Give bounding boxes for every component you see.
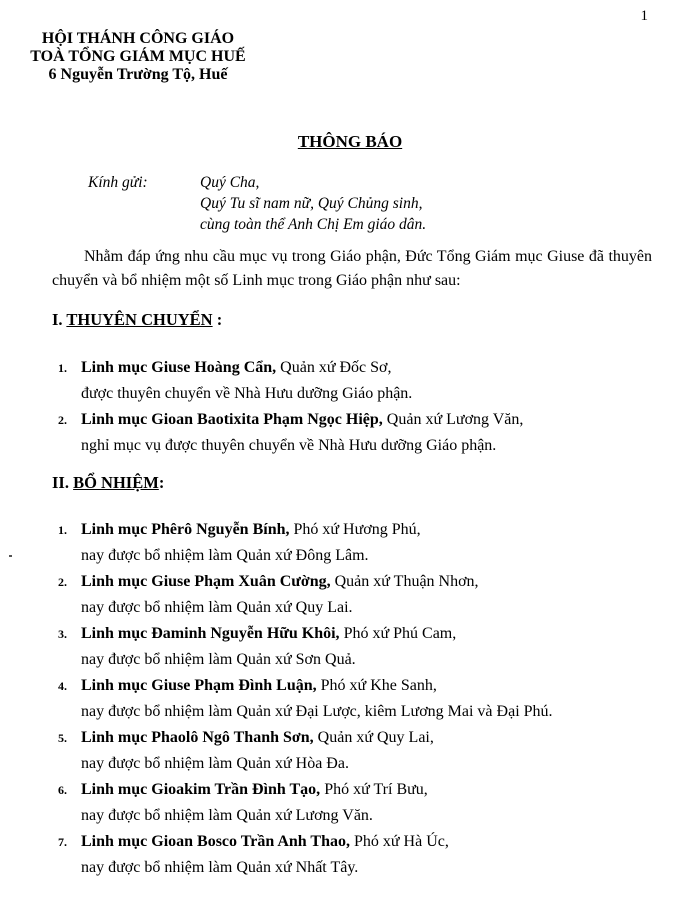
list-item: [58, 829, 449, 881]
section-title: THUYÊN CHUYỂN: [66, 310, 213, 329]
priest-role: Quản xứ Đốc Sơ,: [276, 359, 392, 376]
priest-name: Linh mục Phaolô Ngô Thanh Sơn,: [81, 729, 314, 746]
entry-detail: nay được bổ nhiệm làm Quản xứ Hòa Đa.: [81, 755, 349, 772]
section-number: II.: [52, 473, 74, 492]
priest-role: Quản xứ Quy Lai,: [313, 729, 434, 746]
recipient-line: Quý Cha,: [200, 174, 260, 191]
entry-number: 3.: [58, 627, 67, 641]
section-suffix: :: [158, 473, 165, 492]
priest-role: Phó xứ Phú Cam,: [339, 625, 457, 642]
entry-first-line: [58, 355, 412, 381]
priest-role: Phó xứ Hà Úc,: [349, 833, 449, 850]
entry-number: 2.: [58, 575, 67, 589]
entry-number: 4.: [58, 679, 67, 693]
priest-role: Phó xứ Hương Phú,: [289, 521, 421, 538]
entry-detail: nay được bổ nhiệm làm Quản xứ Lương Văn.: [81, 807, 373, 824]
priest-role: Phó xứ Trí Bưu,: [320, 781, 428, 798]
priest-name: Linh mục Giuse Hoàng Cẩn,: [81, 359, 277, 376]
salutation-recipients: [200, 172, 426, 235]
entry-number: 7.: [58, 835, 67, 849]
entry-first-line: [58, 673, 553, 699]
recipient-line: cùng toàn thể Anh Chị Em giáo dân.: [200, 216, 427, 233]
section-suffix: :: [212, 310, 223, 329]
entry-first-line: [58, 517, 421, 543]
page-number: 1: [640, 8, 648, 24]
entry-number: 6.: [58, 783, 67, 797]
priest-name: Linh mục Giuse Phạm Đình Luận,: [81, 677, 317, 694]
list-item: [58, 777, 428, 829]
entry-first-line: [58, 777, 428, 803]
section-heading-appointment: [52, 473, 164, 493]
list-item: [58, 725, 434, 777]
priest-role: Quản xứ Thuận Nhơn,: [330, 573, 479, 590]
priest-name: Linh mục Phêrô Nguyễn Bính,: [81, 521, 290, 538]
document-title: THÔNG BÁO: [297, 132, 403, 151]
list-item: [58, 355, 412, 407]
entry-first-line: [58, 569, 479, 595]
entry-detail: nghỉ mục vụ được thuyên chuyển về Nhà Hưu dưỡng Giáo phận.: [81, 437, 497, 454]
letterhead-line-1: HỘI THÁNH CÔNG GIÁO: [41, 30, 235, 47]
letterhead: [28, 30, 248, 84]
recipient-line: Quý Tu sĩ nam nữ, Quý Chủng sinh,: [200, 195, 423, 212]
entry-detail: nay được bổ nhiệm làm Quản xứ Sơn Quả.: [81, 651, 356, 668]
priest-name: Linh mục Đaminh Nguyễn Hữu Khôi,: [81, 625, 340, 642]
entry-number: 1.: [58, 361, 67, 375]
entry-number: 2.: [58, 413, 67, 427]
section-number: I.: [52, 310, 67, 329]
letterhead-address: 6 Nguyễn Trường Tộ, Huế: [48, 66, 228, 83]
list-item: [58, 569, 479, 621]
section-heading-transfer: [52, 310, 222, 330]
entry-first-line: [58, 829, 449, 855]
entry-first-line: [58, 621, 456, 647]
entry-number: 5.: [58, 731, 67, 745]
priest-name: Linh mục Gioan Bosco Trần Anh Thao,: [81, 833, 350, 850]
priest-name: Linh mục Gioan Baotixita Phạm Ngọc Hiệp,: [81, 411, 383, 428]
intro-paragraph: Nhằm đáp ứng nhu cầu mục vụ trong Giáo phận, Đức Tổng Giám mục Giuse đã thuyên chuyển và bổ nhiệm một số Linh mục trong Giáo phận như sau:: [52, 248, 652, 289]
list-item: [58, 621, 456, 673]
entry-number: 1.: [58, 523, 67, 537]
entry-first-line: [58, 725, 434, 751]
section-title: BỔ NHIỆM: [73, 473, 159, 492]
list-item: [58, 673, 553, 725]
entry-detail: nay được bổ nhiệm làm Quản xứ Đại Lược, kiêm Lương Mai và Đại Phú.: [81, 703, 553, 720]
entry-detail: được thuyên chuyển về Nhà Hưu dưỡng Giáo phận.: [81, 385, 413, 402]
entry-first-line: [58, 407, 523, 433]
letterhead-line-2: TOÀ TỔNG GIÁM MỤC HUẾ: [30, 48, 246, 65]
priest-role: Quản xứ Lương Văn,: [382, 411, 524, 428]
priest-name: Linh mục Gioakim Trần Đình Tạo,: [81, 781, 321, 798]
priest-role: Phó xứ Khe Sanh,: [316, 677, 437, 694]
salutation-label: Kính gửi:: [88, 174, 148, 191]
entry-detail: nay được bổ nhiệm làm Quản xứ Quy Lai.: [81, 599, 353, 616]
scan-speck: [9, 555, 12, 557]
list-item: [58, 517, 421, 569]
entry-detail: nay được bổ nhiệm làm Quản xứ Nhất Tây.: [81, 859, 359, 876]
priest-name: Linh mục Giuse Phạm Xuân Cường,: [81, 573, 331, 590]
list-item: [58, 407, 523, 459]
entry-detail: nay được bổ nhiệm làm Quản xứ Đông Lâm.: [81, 547, 369, 564]
